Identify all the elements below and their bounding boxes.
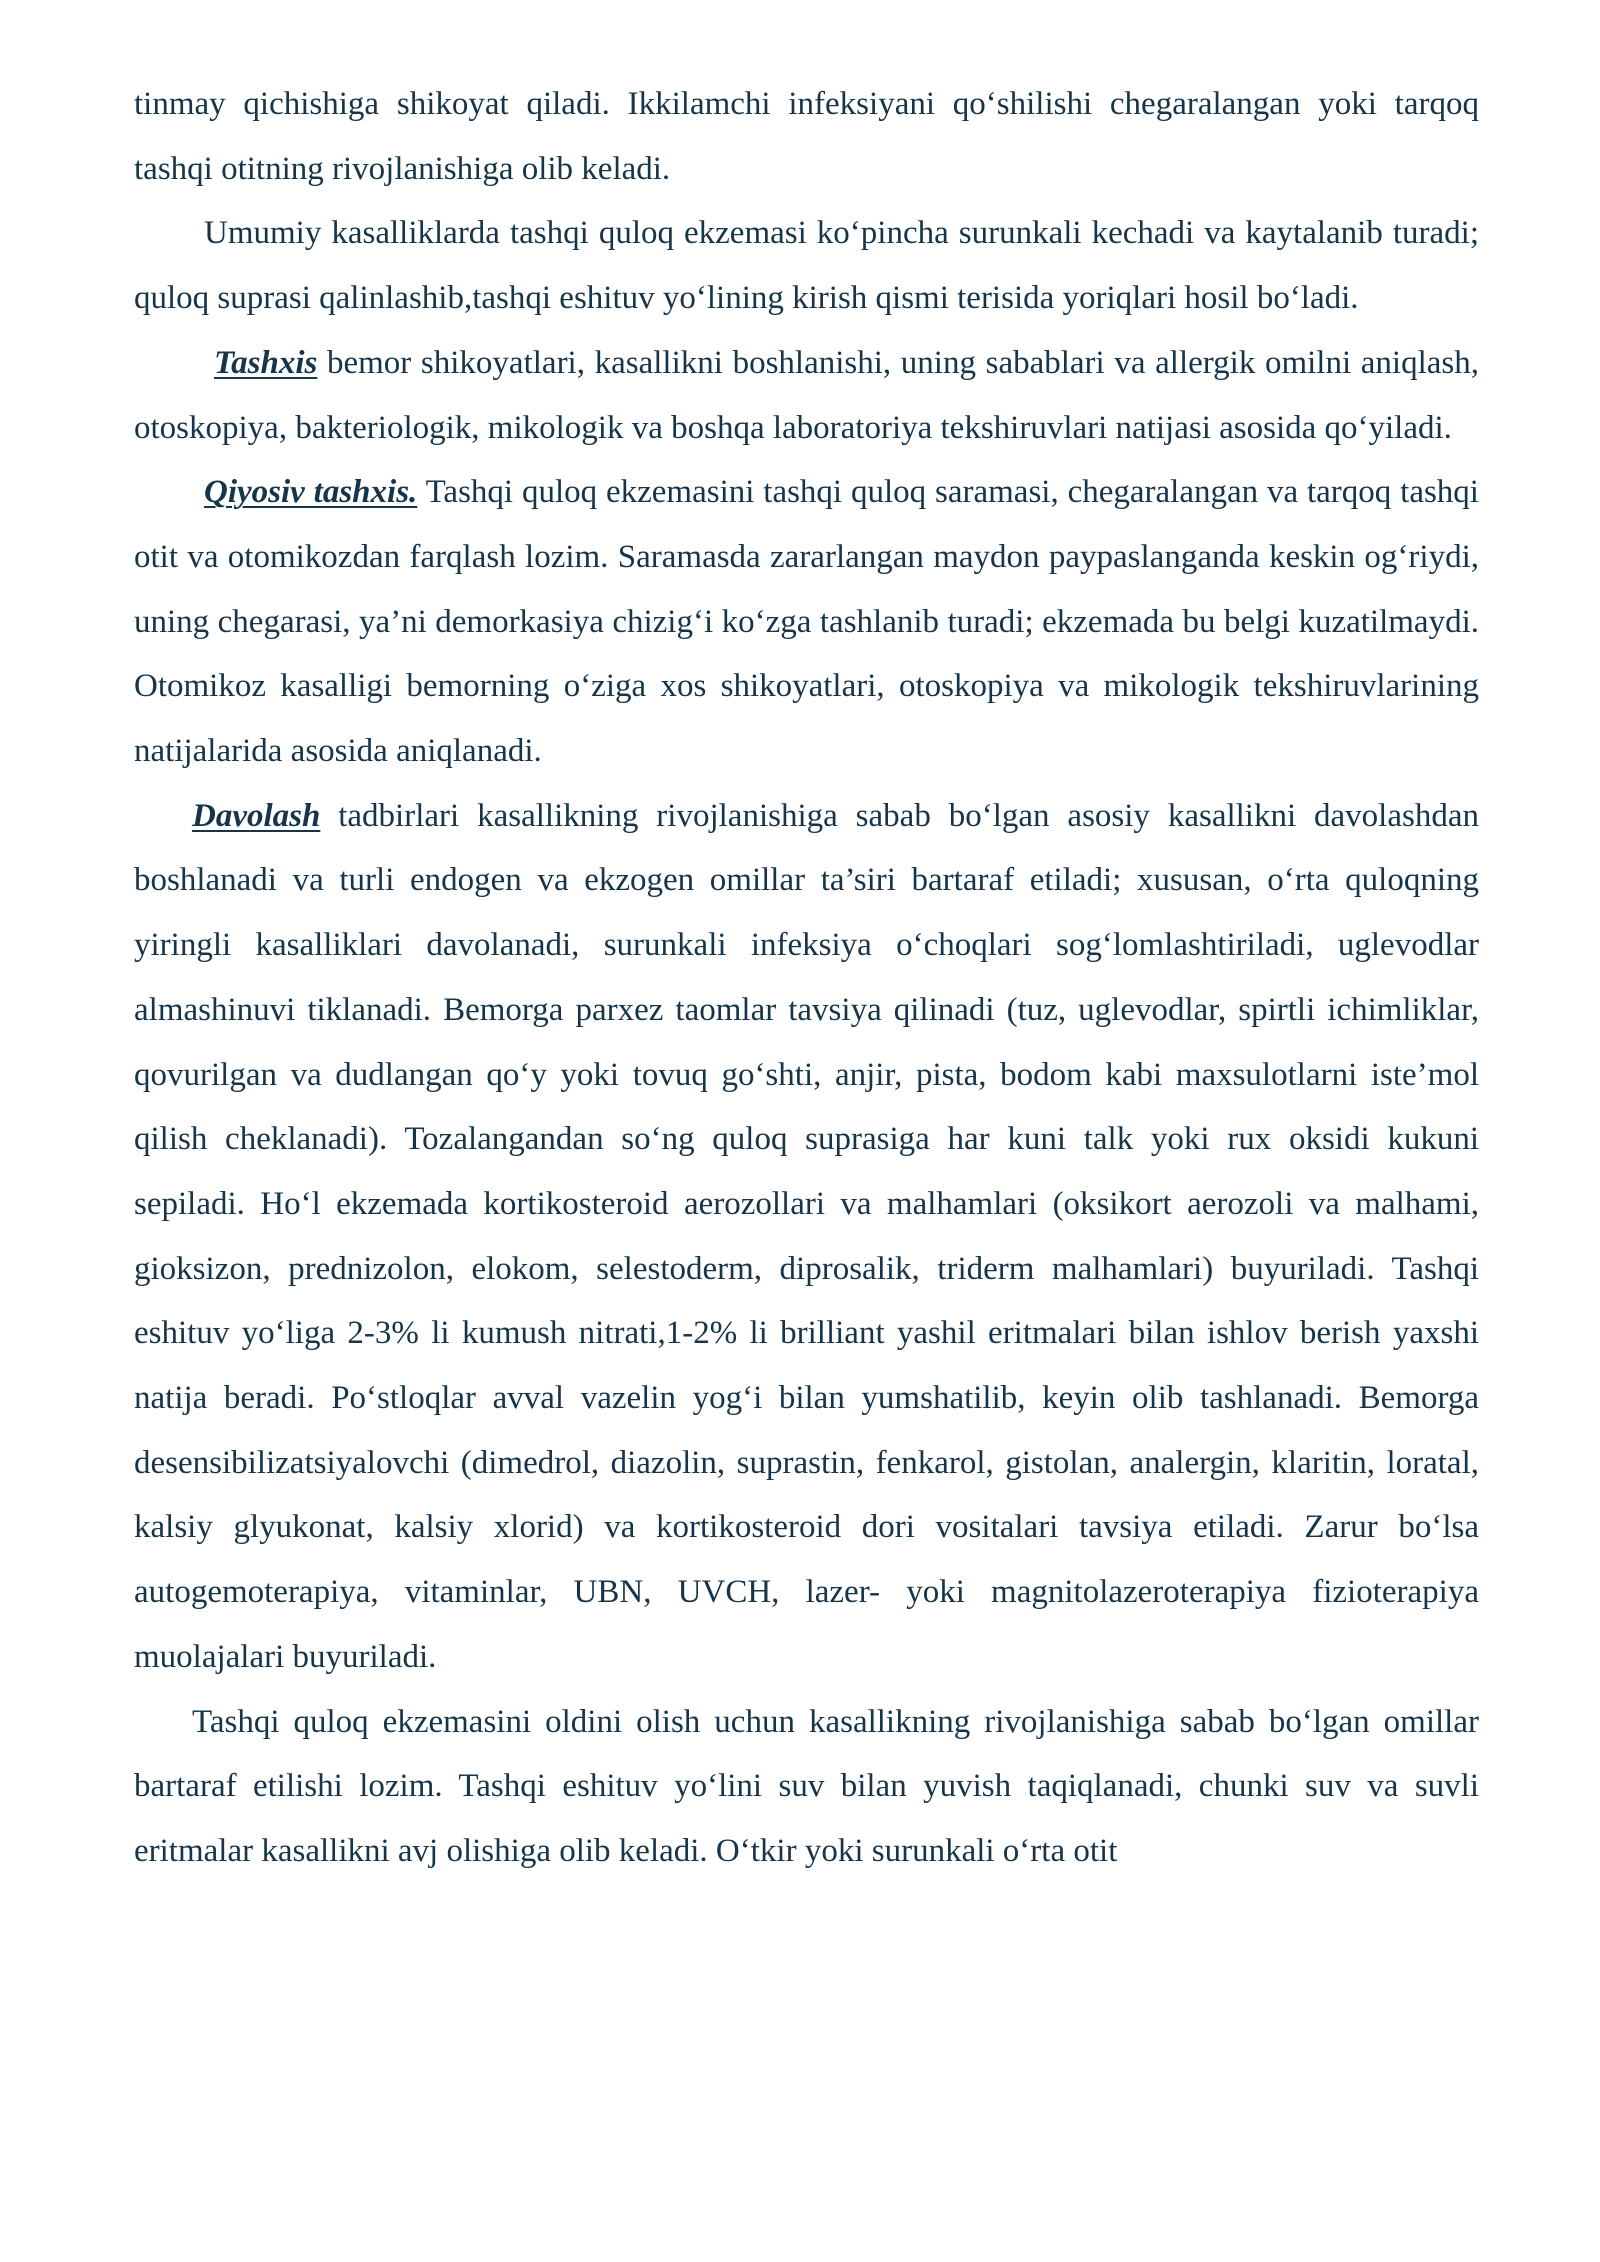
- paragraph-text: tadbirlari kasallikning rivojlanishiga sabab bo‘lgan asosiy kasallikni davolashdan boshlanadi va turli endogen va ekzogen omillar ta’siri bartaraf etiladi; xususan, o‘rta quloqning yiringli kasalliklari davolanadi, surunkali infeksiya o‘choqlari sog‘lomlashtiriladi, uglevodlar almashinuvi tiklanadi. Bemorga parxez taomlar tavsiya qilinadi (tuz, uglevodlar, spirtli ichimliklar, qovurilgan va dudlangan qo‘y yoki tovuq go‘shti, anjir, pista, bodom kabi maxsulotlarni iste’mol qilish cheklanadi). Tozalangandan so‘ng quloq suprasiga har kuni talk yoki rux oksidi kukuni sepiladi. Ho‘l ekzemada kortikosteroid aerozollari va malhamlari (oksikort aerozoli va malhami, gioksizon, prednizolon, elokom, selestoderm, diprosalik, triderm malhamlari) buyuriladi. Tashqi eshituv yo‘liga 2-3% li kumush nitrati,1-2% li brilliant yashil eritmalari bilan ishlov berish yaxshi natija beradi. Po‘stloqlar avval vazelin yog‘i bilan yumshatilib, keyin olib tashlanadi. Bemorga desensibilizatsiyalovchi (dimedrol, diazolin, suprastin, fenkarol, gistolan, analergin, klaritin, loratal, kalsiy glyukonat, kalsiy xlorid) va kortikosteroid dori vositalari tavsiya etiladi. Zarur bo‘lsa autogemoterapiya, vitaminlar, UBN, UVCH, lazer- yoki magnitolazeroterapiya fizioterapiya muolajalari buyuriladi.: [134, 797, 1479, 1675]
- paragraph-text: bemor shikoyatlari, kasallikni boshlanishi, uning sabablari va allergik omilni aniqlash, otoskopiya, bakteriologik, mikologik va boshqa laboratoriya tekshiruvlari natijasi asosida qo‘yiladi.: [134, 344, 1479, 446]
- paragraph-text: Tashqi quloq ekzemasini oldini olish uchun kasallikning rivojlanishiga sabab bo‘lgan omillar bartaraf etilishi lozim. Tashqi eshituv yo‘lini suv bilan yuvish taqiqlanadi, chunki suv va suvli eritmalar kasallikni avj olishiga olib keladi. O‘tkir yoki surunkali o‘rta otit: [134, 1703, 1479, 1869]
- paragraph-prevention: [134, 1690, 1479, 1884]
- term-differential-diagnosis: Qiyosiv tashxis.: [204, 474, 418, 511]
- paragraph-clinical-course: [134, 201, 1479, 330]
- paragraph-text: Umumiy kasalliklarda tashqi quloq ekzemasi ko‘pincha surunkali kechadi va kaytalanib turadi; quloq suprasi qalinlashib,tashqi eshituv yo‘lining kirish qismi terisida yoriqlari hosil bo‘ladi.: [134, 215, 1479, 317]
- document-page: [134, 72, 1479, 1884]
- paragraph-continuation: [134, 72, 1479, 201]
- paragraph-text: Tashqi quloq ekzemasini tashqi quloq saramasi, chegaralangan va tarqoq tashqi otit va otomikozdan farqlash lozim. Saramasda zararlangan maydon paypaslanganda keskin og‘riydi, uning chegarasi, ya’ni demorkasiya chizig‘i ko‘zga tashlanib turadi; ekzemada bu belgi kuzatilmaydi. Otomikoz kasalligi bemorning o‘ziga xos shikoyatlari, otoskopiya va mikologik tekshiruvlarining natijalarida asosida aniqlanadi.: [134, 474, 1479, 770]
- paragraph-differential-diagnosis: [134, 460, 1479, 784]
- paragraph-treatment: [134, 784, 1479, 1690]
- term-treatment: Davolash: [192, 797, 321, 834]
- paragraph-diagnosis: [134, 331, 1479, 460]
- term-diagnosis: Tashxis: [214, 344, 318, 381]
- paragraph-text: tinmay qichishiga shikoyat qiladi. Ikkilamchi infeksiyani qo‘shilishi chegaralangan yoki tarqoq tashqi otitning rivojlanishiga olib keladi.: [134, 86, 1479, 187]
